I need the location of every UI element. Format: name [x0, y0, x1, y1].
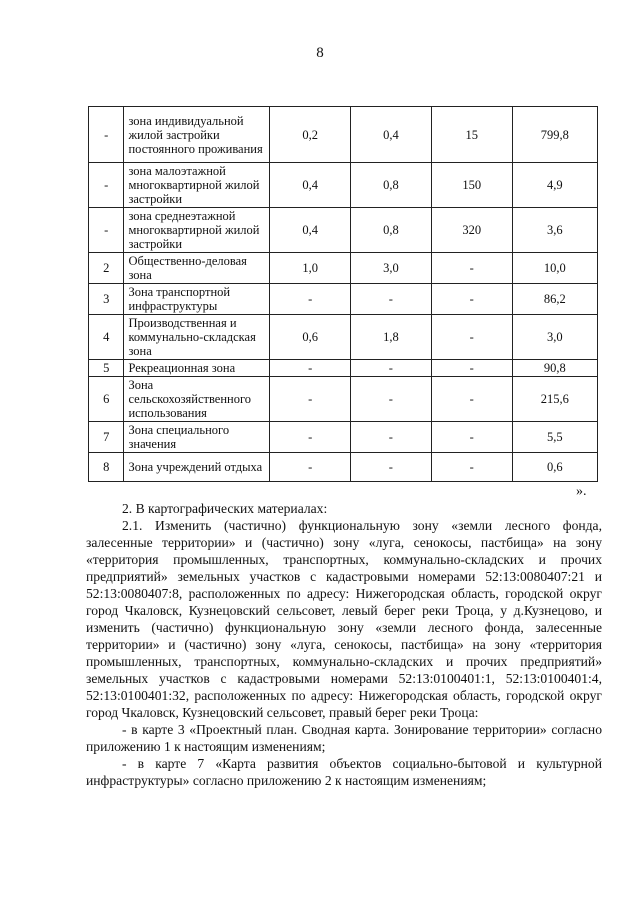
value-cell: 0,4 [351, 107, 432, 163]
value-cell: 150 [431, 163, 512, 208]
body-text [86, 500, 602, 789]
table-row [89, 107, 598, 163]
closing-quote: ». [576, 484, 587, 499]
value-cell: 0,4 [270, 208, 351, 253]
table-row [89, 284, 598, 315]
value-cell: 0,8 [351, 163, 432, 208]
value-cell: - [431, 284, 512, 315]
value-cell: - [270, 453, 351, 482]
value-cell: 320 [431, 208, 512, 253]
table-row [89, 208, 598, 253]
list-item-map-3: - в карте 3 «Проектный план. Сводная карта. Зонирование территории» согласно приложению 1 к настоящим изменениям; [86, 722, 602, 754]
value-cell: - [351, 453, 432, 482]
zone-name: Зона учреждений отдыха [124, 453, 270, 482]
value-cell: - [351, 422, 432, 453]
value-cell: 1,8 [351, 315, 432, 360]
row-number: 7 [89, 422, 124, 453]
row-number: 6 [89, 377, 124, 422]
value-cell: - [270, 422, 351, 453]
area-cell: 90,8 [512, 360, 597, 377]
zone-name: зона среднеэтажной многоквартирной жилой застройки [124, 208, 270, 253]
zone-name: Производственная и коммунально-складская зона [124, 315, 270, 360]
page-number: 8 [316, 45, 324, 61]
table-row [89, 377, 598, 422]
area-cell: 0,6 [512, 453, 597, 482]
row-number: 3 [89, 284, 124, 315]
area-cell: 86,2 [512, 284, 597, 315]
zone-name: Общественно-деловая зона [124, 253, 270, 284]
value-cell: 0,8 [351, 208, 432, 253]
value-cell: 0,6 [270, 315, 351, 360]
zone-name: Зона сельскохозяйственного использования [124, 377, 270, 422]
row-number: - [89, 163, 124, 208]
value-cell: - [270, 377, 351, 422]
value-cell: 0,2 [270, 107, 351, 163]
row-number: - [89, 107, 124, 163]
zone-name: Рекреационная зона [124, 360, 270, 377]
zones-table-body [89, 107, 598, 482]
value-cell: - [351, 377, 432, 422]
table-row [89, 163, 598, 208]
area-cell: 3,6 [512, 208, 597, 253]
zone-name: Зона транспортной инфраструктуры [124, 284, 270, 315]
value-cell: 1,0 [270, 253, 351, 284]
value-cell: - [351, 284, 432, 315]
value-cell: - [431, 315, 512, 360]
zone-name: зона малоэтажной многоквартирной жилой застройки [124, 163, 270, 208]
area-cell: 5,5 [512, 422, 597, 453]
value-cell: - [431, 453, 512, 482]
row-number: 2 [89, 253, 124, 284]
row-number: 8 [89, 453, 124, 482]
value-cell: - [270, 284, 351, 315]
table-row [89, 422, 598, 453]
row-number: 4 [89, 315, 124, 360]
zone-name: зона индивидуальной жилой застройки постоянного проживания [124, 107, 270, 163]
table-row [89, 253, 598, 284]
row-number: 5 [89, 360, 124, 377]
area-cell: 3,0 [512, 315, 597, 360]
value-cell: - [351, 360, 432, 377]
table-row [89, 360, 598, 377]
value-cell: - [431, 253, 512, 284]
value-cell: 3,0 [351, 253, 432, 284]
value-cell: - [431, 377, 512, 422]
list-item-map-7: - в карте 7 «Карта развития объектов социально-бытовой и культурной инфраструктуры» согласно приложению 2 к настоящим изменениям; [86, 756, 602, 788]
value-cell: - [431, 360, 512, 377]
paragraph-2-1: 2.1. Изменить (частично) функциональную зону «земли лесного фонда, залесенные территории» и (частично) зону «луга, сенокосы, пастбища» на зону «территория промышленных, транспортных, коммунально-складских и прочих предприятий» земельных участков с кадастровыми номерами 52:13:0080407:21 и 52:13:0080407:8, расположенных по адресу: Нижегородская область, городской округ город Чкаловск, Кузнецовский сельсовет, левый берег реки Троца, у д.Кузнецово, и изменить (частично) функциональную зону «земли лесного фонда, залесенные территории» и (частично) зону «луга, сенокосы, пастбища» на зону «территория промышленных, транспортных, коммунально-складских и прочих предприятий» земельных участков с кадастровыми номерами 52:13:0100401:1, 52:13:0100401:4, 52:13:0100401:32, расположенных по адресу: Нижегородская область, городской округ город Чкаловск, Кузнецовский сельсовет, правый берег реки Троца: [86, 518, 602, 720]
row-number: - [89, 208, 124, 253]
value-cell: 15 [431, 107, 512, 163]
area-cell: 799,8 [512, 107, 597, 163]
area-cell: 4,9 [512, 163, 597, 208]
area-cell: 215,6 [512, 377, 597, 422]
section-heading: 2. В картографических материалах: [122, 501, 328, 516]
value-cell: - [431, 422, 512, 453]
zone-name: Зона специального значения [124, 422, 270, 453]
value-cell: - [270, 360, 351, 377]
area-cell: 10,0 [512, 253, 597, 284]
zones-table [88, 106, 598, 482]
table-row [89, 453, 598, 482]
value-cell: 0,4 [270, 163, 351, 208]
table-row [89, 315, 598, 360]
